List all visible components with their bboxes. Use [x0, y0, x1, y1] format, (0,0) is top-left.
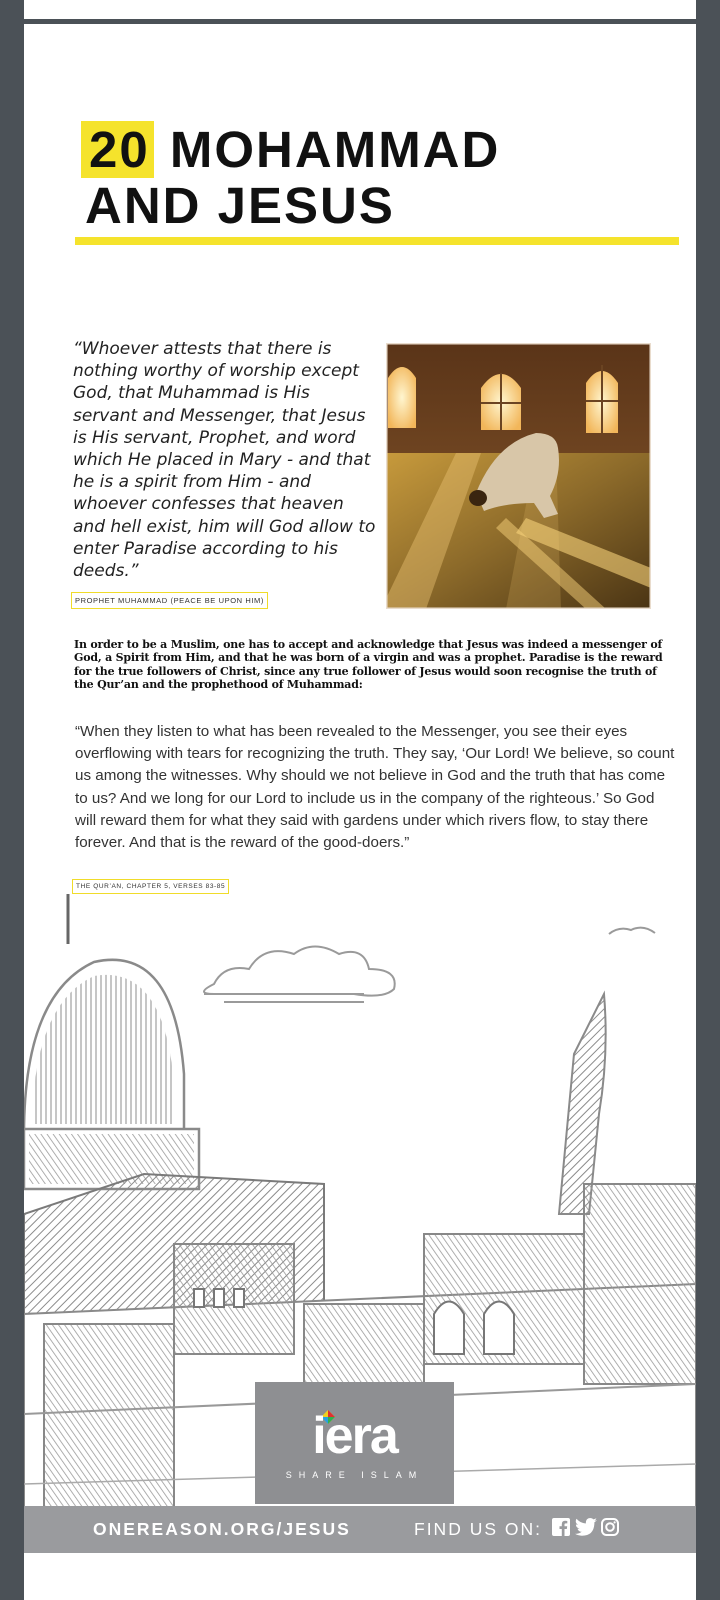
twitter-icon[interactable] — [575, 1518, 597, 1536]
logo-tagline: SHARE ISLAM — [285, 1470, 424, 1480]
quran-citation: THE QUR’AN, CHAPTER 5, VERSES 83-85 — [72, 879, 229, 894]
instagram-icon[interactable] — [601, 1518, 619, 1536]
website-link[interactable]: ONEREASON.ORG/JESUS — [93, 1519, 351, 1539]
frame-left — [0, 0, 24, 1600]
frame-right — [696, 0, 720, 1600]
find-us-label: FIND US ON: — [414, 1519, 542, 1539]
facebook-icon[interactable] — [552, 1518, 570, 1536]
hadith-citation: PROPHET MUHAMMAD (PEACE BE UPON HIM) — [71, 592, 268, 609]
footer-bar — [24, 1506, 696, 1553]
title-line-2: AND JESUS — [85, 177, 395, 234]
hadith-quote: “Whoever attests that there is nothing worthy of worship except God, that Muhammad is His servant and Messenger, that Jesus is His servant, Prophet, and word which He placed in Mary - and that he is a spirit from Him - and whoever confesses that heaven and hell exist, him will God allow to enter Paradise according to his deeds.” — [73, 339, 376, 582]
title-number: 20 — [81, 121, 154, 178]
title-underline — [75, 237, 679, 245]
page-title — [81, 122, 681, 234]
intro-paragraph: In order to be a Muslim, one has to accept and acknowledge that Jesus was indeed a messenger of God, a Spirit from Him, and that he was born of a virgin and was a prophet. Paradise is the reward for the true followers of Christ, since any true follower of Jesus would soon recognise the truth of the Qur’an and the prophethood of Muhammad: — [74, 638, 663, 691]
logo-text: iera — [312, 1407, 397, 1465]
quran-quote: “When they listen to what has been revealed to the Messenger, you see their eyes overflowing with tears for recognizing the truth. They say, ‘Our Lord! We believe, so count us among the witnesses. Why should we not believe in God and the truth that has come to us? And we long for our Lord to include us in the company of the righteous.’ So God will reward them for what they said with gardens under which rivers flow, to stay there forever. And that is the reward of the good-doers.” — [75, 723, 675, 852]
poster — [24, 24, 696, 1553]
iera-logo[interactable] — [255, 1382, 454, 1504]
prayer-photo — [386, 343, 651, 609]
title-line-1: MOHAMMAD — [169, 121, 501, 178]
